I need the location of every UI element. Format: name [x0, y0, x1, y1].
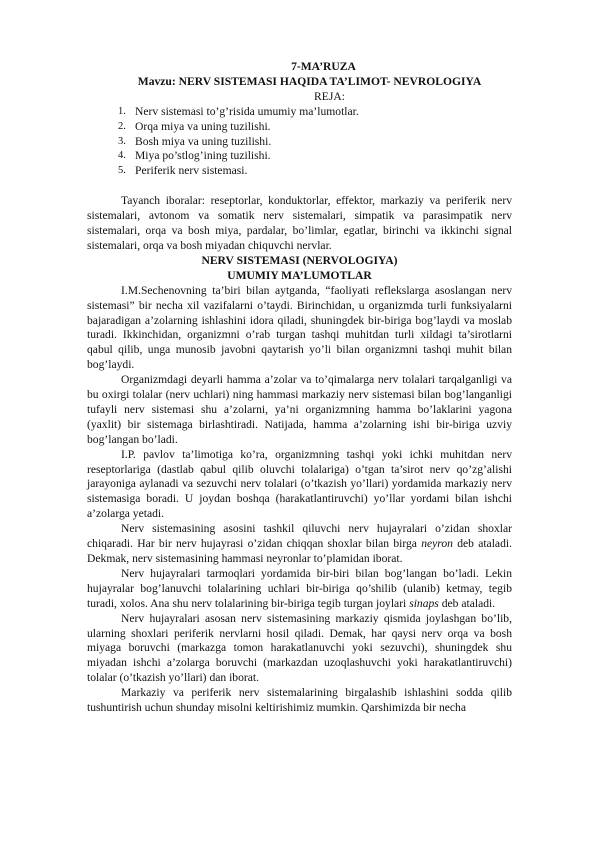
plan-item: 1. Nerv sistemasi to’g’risida umumiy ma’lumotlar. [118, 104, 359, 118]
plan-item: 2. Orqa miya va uning tuzilishi. [118, 119, 271, 133]
term-neyron: neyron [421, 537, 453, 551]
section-heading: NERV SISTEMASI (NERVOLOGIYA) [201, 253, 398, 267]
paragraph-3: I.P. pavlov ta’limotiga ko’ra, organizmning tashqi yoki ichki muhitdan nerv reseptorlariga (dastlab qabul qilib oluvchi tolalariga) o’tgan ta’sirot nerv qo’zg’alishi jarayoniga aylanadi va sezuvchi nerv tolalari (o’tkazish yo’llari) yordamida markaziy nerv sistemasiga boradi. U joydan boshqa (harakatlantiruvchi) yo’llar yordami bilan ishchi a’zolarga yetadi. [87, 447, 512, 521]
plan-item: 3. Bosh miya va uning tuzilishi. [118, 134, 272, 148]
term-sinaps: sinaps [409, 596, 439, 610]
paragraph-1: I.M.Sechenovning ta’biri bilan aytganda, “faoliyati reflekslarga asoslangan nerv sistemasi” bir necha xil vazifalarni o’taydi. Birinchidan, u organizmda turli funksiyalarni bajaradigan a’zolarning ishlashini idora qiladi, shuningdek bir-biriga bog’laydi va moslab turadi. Ikkinchidan, organizmni o’rab turgan tashqi muhitdan turli xildagi ta’sirotlarni qabul qilib, unga munosib javobni qaytarish yo’li bilan organizmni tashqi muhit bilan bog’laydi. [87, 283, 512, 372]
paragraph-7: Markaziy va periferik nerv sistemalarining birgalashib ishlashini sodda qilib tushuntirish uchun shunday misolni keltirishimiz mumkin. Qarshimizda bir necha [87, 686, 512, 715]
topic-title: Mavzu: NERV SISTEMASI HAQIDA TA’LIMOT- NEVROLOGIYA [137, 74, 482, 88]
section-subheading: UMUMIY MA’LUMOTLAR [227, 268, 372, 282]
plan-item: 4. Miya po’stlog’ining tuzilishi. [118, 149, 271, 163]
paragraph-6: Nerv hujayralari asosan nerv sistemasining markaziy qismida joylashgan bo’lib, ularning shoxlari periferik nervlarni hosil qiladi. Demak, har qaysi nerv orqa va bosh miyaga boruvchi (markazga tomon harakatlanuvchi yoki sezuvchi), shuningdek shu miyadan ishchi a’zolarga boruvchi (markazdan uzoqlashuvchi yoki harakatlantiruvchi) tolalar (o’tkazish yo’llari) dan iborat. [87, 611, 512, 685]
lecture-number: 7-MA’RUZA [291, 60, 356, 73]
plan-list [87, 105, 512, 180]
paragraph-4: Nerv sistemasining asosini tashkil qiluvchi nerv hujayralari o’zidan shoxlar chiqaradi. Har bir nerv hujayrasi o’zidan chiqqan shoxlar bilan birga neyron deb ataladi. Dekmak, nerv sistemasining hammasi neyronlar to’plamidan iborat. [87, 522, 512, 565]
plan-item: 5. Periferik nerv sistemasi. [118, 164, 248, 178]
plan-label: REJA: [314, 89, 345, 103]
keywords-paragraph: Tayanch iboralar: reseptorlar, konduktorlar, effektor, markaziy va periferik nerv sistemalari, avtonom va somatik nerv sistemalari, simpatik va parasimpatik nerv sistemalari, orqa va bosh miya, pardalar, bo’limlar, egatlar, birinchi va ikkinchi signal sistemalari, orqa va bosh miyadan chiquvchi nervlar. [87, 194, 512, 252]
paragraph-5: Nerv hujayralari tarmoqlari yordamida bir-biri bilan bog’langan bo’ladi. Lekin hujayralar bog’lanuvchi tolalarining uchlari bir-biriga qo’shilib (ulanib) ketmay, tegib turadi, xolos. Ana shu nerv tolalarining bir-biriga tegib turgan joylari sinaps deb ataladi. [87, 566, 512, 610]
document-page [87, 60, 512, 716]
paragraph-2: Organizmdagi deyarli hamma a’zolar va to’qimalarga nerv tolalari tarqalganligi va bu oxirgi tolalar (nerv uchlari) ning hammasi markaziy nerv sistemasi bilan bog’langanligi tufayli nerv sistemasi shu a’zolarni, ya’ni organizmning hamma bo’laklarini yagona (yaxlit) bir sistemaga birlashtiradi. Natijada, hamma a’zolarning ishi bir-biriga uzviy bog’langan bo’ladi. [87, 373, 512, 446]
